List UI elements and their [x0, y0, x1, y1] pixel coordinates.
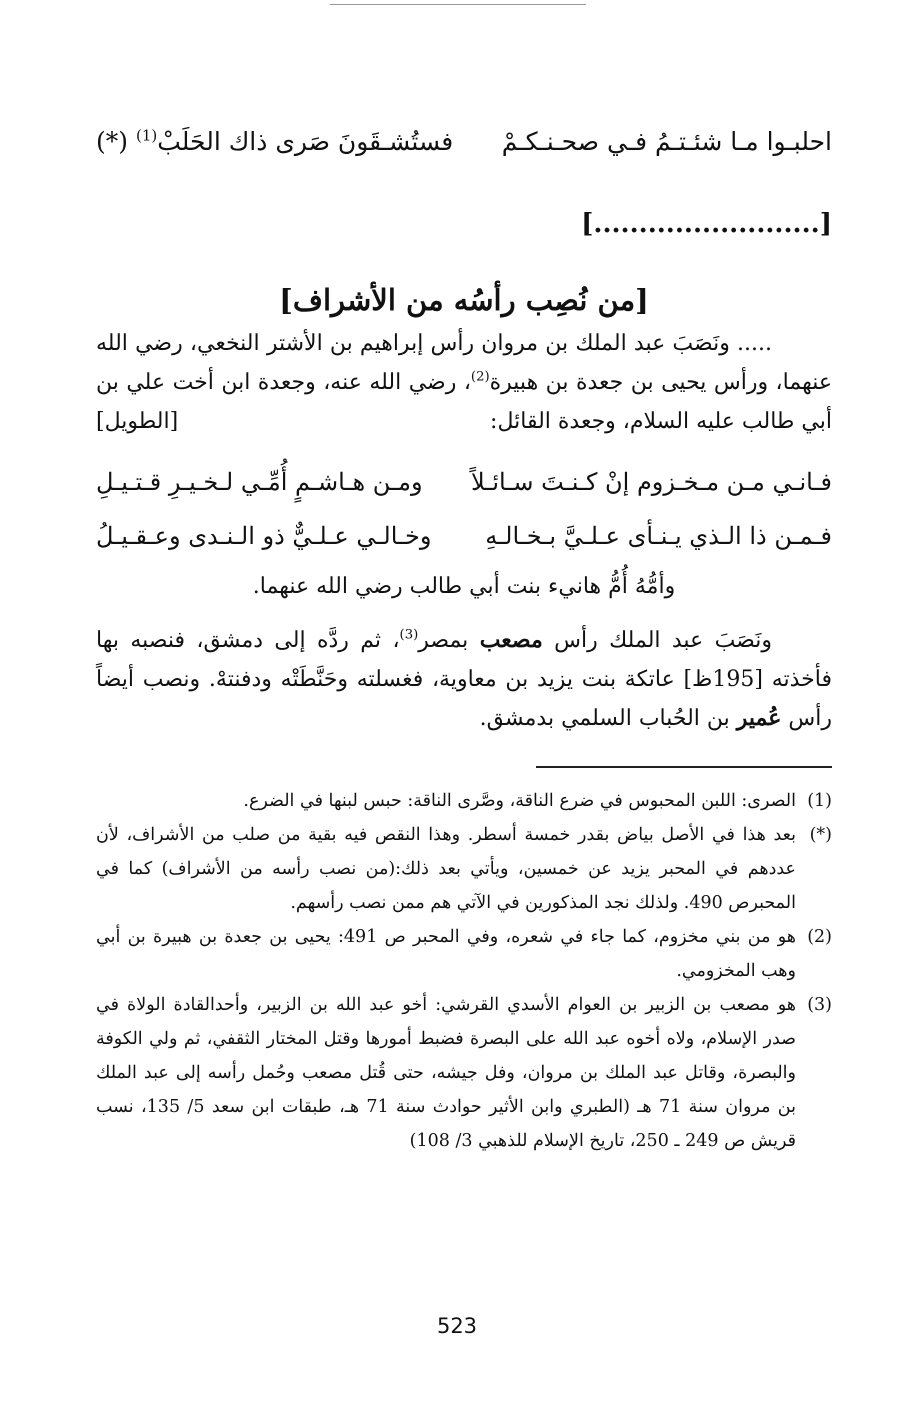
lacuna-marker: [.........................]: [581, 209, 832, 239]
footnote-star: [96, 818, 832, 920]
para2-text-b: بمصر: [418, 628, 469, 653]
poem: [96, 455, 832, 563]
page-number: 523: [436, 1314, 478, 1338]
poem-verse-2-right: فـمـن ذا الـذي يـنـأى عـلـيَّ بـخـالـهِ: [485, 522, 832, 550]
footnote-num: (2): [807, 927, 832, 947]
footnote-ref-2: (2): [470, 369, 490, 385]
paragraph-2: [96, 621, 832, 738]
poem-verse-1: [96, 455, 832, 509]
footnote-num: (*): [809, 825, 832, 845]
para2-text-c: ، ثم ردَّه إلى دمشق، فنصبه بها فأخذته [195ظ] عاتكة بنت يزيد بن معاوية، فغسلته وحَنَّطَتْه ودفنتهْ. ونصب أيضاً رأس: [96, 628, 832, 731]
poem-verse-2-left: وخـالـي عـلـيٌّ ذو الـنـدى وعـقـيـلُ: [96, 522, 432, 550]
footnote-ref-1: (1): [135, 126, 158, 145]
para2-text-a: ونَصَبَ عبد الملك رأس: [554, 628, 773, 653]
para2-bold-name: مصعب: [479, 627, 543, 653]
footnote-text: هو من بني مخزوم، كما جاء في شعره، وفي المحبر ص 491: يحيى بن جعدة بن هبيرة بن أبي وهب المخزومي.: [96, 927, 796, 981]
footnote-3: [96, 988, 832, 1158]
poem-verse-1-right: فـانـي مـن مـخـزوم إنْ كـنـتَ سـائـلاً: [470, 468, 832, 496]
footnotes: [96, 784, 832, 1158]
footnote-ref-3: (3): [399, 627, 419, 643]
meter-label: [الطويل]: [96, 409, 179, 434]
poem-verse-1-left: ومـن هـاشـمٍ أُمِّـي لـخـيـرِ قـتـيـلِ: [96, 468, 423, 496]
page-body: [96, 118, 832, 1158]
section-title: [من نُصِب رأسُه من الأشراف]: [279, 283, 649, 317]
top-rule: [330, 4, 586, 5]
paragraph-1: [96, 324, 832, 441]
para1-text-b: ، رضي الله عنه، وجعدة ابن أخت علي بن أبي طالب عليه السلام، وجعدة القائل:: [96, 370, 832, 434]
footnote-num: (1): [807, 791, 832, 811]
footnote-rule: [536, 766, 832, 768]
verse-hemistich-right: احلبـوا مـا شئـتـمُ فـي صحـنـكـمْ: [501, 127, 832, 156]
verse-left-text: فستُشـقَونَ صَرى ذاك الحَلَبْ: [157, 127, 454, 156]
footnote-text: بعد هذا في الأصل بياض بقدر خمسة أسطر. وهذا النقص فيه بقية من صلب من الأشراف، لأن عددهم في المحبر يزيد عن خمسين، ويأتي بعد ذلك:(من نصب رأسه من الأشراف) كما في المحبرص 490. ولذلك نجد المذكورين في الآتي هم ممن نصب رأسهم.: [96, 825, 796, 913]
footnote-2: [96, 920, 832, 988]
footnote-text: الصرى: اللبن المحبوس في ضرع الناقة، وصَّرى الناقة: حبس لبنها في الضرع.: [243, 791, 796, 811]
poem-verse-2: [96, 509, 832, 563]
verse-hemistich-left: [96, 118, 453, 166]
para2-text-d: بن الحُباب السلمي بدمشق.: [479, 706, 730, 731]
opening-verse: [96, 118, 832, 166]
footnote-text: هو مصعب بن الزبير بن العوام الأسدي القرشي: أخو عبد الله بن الزبير، وأحدالقادة الولاة في صدر الإسلام، ولاه أخوه عبد الله على البصرة فضبط أمورها وقتل المختار الثقفي، ثم ولي الكوفة والبصرة، وقاتل عبد الملك بن مروان، وفل جيشه، حتى قُتل مصعب وحُمل رأسه إلى عبد الملك بن مروان سنة 71 هـ (الطبري وابن الأثير حوادث سنة 71 هـ، طبقات ابن سعد 5/ 135، نسب قريش ص 249 ـ 250، تاريخ الإسلام للذهبي 3/ 108): [96, 995, 796, 1151]
mother-line: وأمُّهُ أُمُّ هانيء بنت أبي طالب رضي الله عنهما.: [252, 574, 676, 599]
star-mark: (*): [96, 127, 129, 156]
para2-bold-name-2: عُمير: [736, 705, 782, 731]
para1-text-a: ..... ونَصَبَ عبد الملك بن مروان رأس إبراهيم بن الأشتر النخعي، رضي الله عنهما، ورأس يحيى بن جعدة بن هبيرة: [96, 331, 832, 395]
footnote-1: [96, 784, 832, 818]
footnote-num: (3): [807, 995, 832, 1015]
